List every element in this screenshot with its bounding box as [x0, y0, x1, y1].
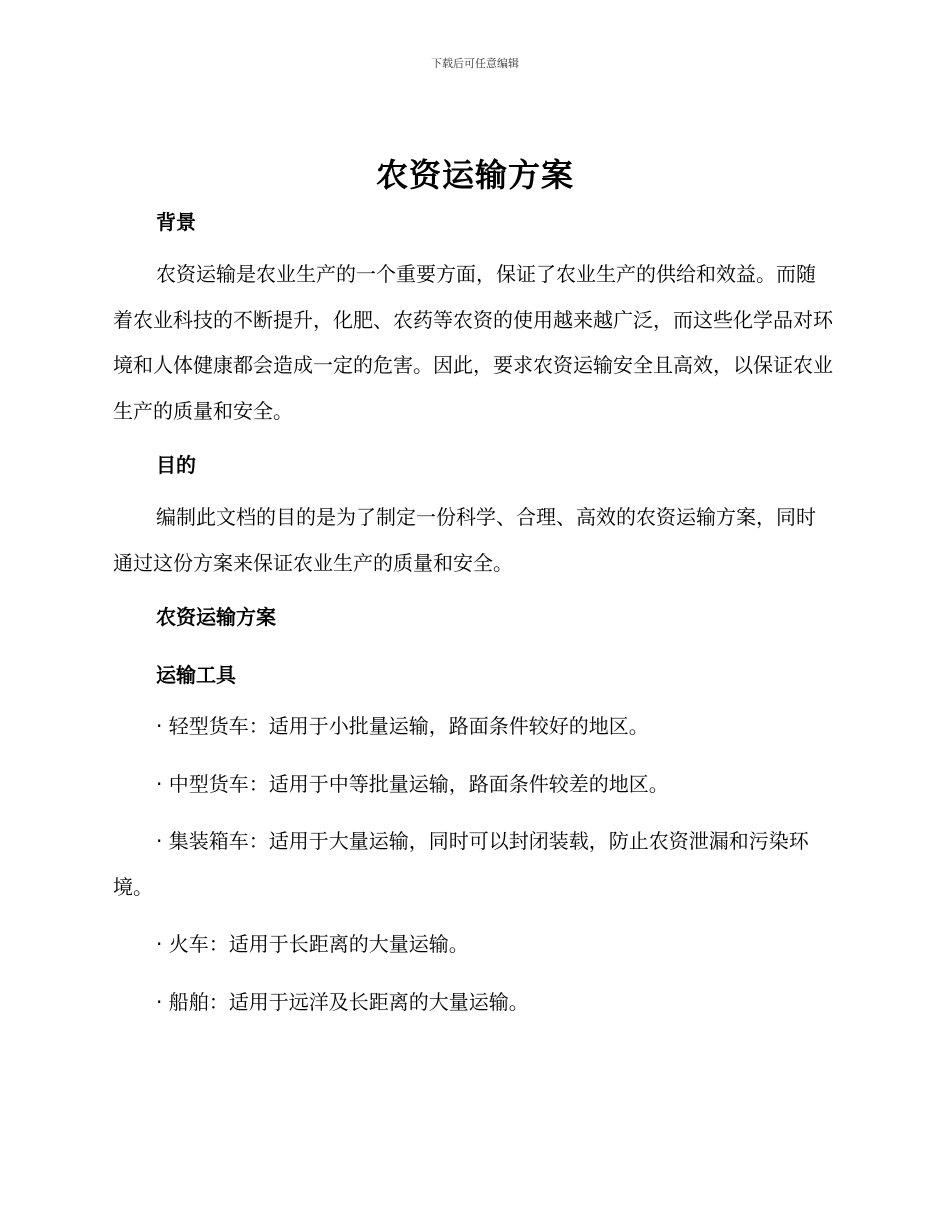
- list-item: · 集装箱车：适用于大量运输，同时可以封闭装载，防止农资泄漏和污染环境。: [113, 829, 809, 899]
- list-item: · 中型货车：适用于中等批量运输，路面条件较差的地区。: [156, 771, 669, 796]
- paragraph-background: 农资运输是农业生产的一个重要方面，保证了农业生产的供给和效益。而随着农业科技的不断提升，化肥、农药等农资的使用越来越广泛，而这些化学品对环境和人体健康都会造成一定的危害。因此，要求农资运输安全且高效，以保证农业生产的质量和安全。: [113, 262, 833, 423]
- section-heading-plan: 农资运输方案: [156, 605, 276, 629]
- section-heading-background: 背景: [156, 210, 196, 234]
- header-note: 下载后可任意编辑: [431, 57, 519, 70]
- list-item: · 船舶：适用于远洋及长距离的大量运输。: [156, 989, 529, 1014]
- list-item: · 轻型货车：适用于小批量运输，路面条件较好的地区。: [156, 714, 649, 738]
- document-title: 农资运输方案: [375, 156, 574, 194]
- section-heading-purpose: 目的: [156, 453, 196, 477]
- paragraph-purpose: 编制此文档的目的是为了制定一份科学、合理、高效的农资运输方案，同时通过这份方案来保证农业生产的质量和安全。: [113, 505, 816, 575]
- list-item: · 火车：适用于长距离的大量运输。: [156, 932, 469, 956]
- document-body: [113, 205, 833, 1025]
- subsection-heading-vehicles: 运输工具: [156, 663, 236, 687]
